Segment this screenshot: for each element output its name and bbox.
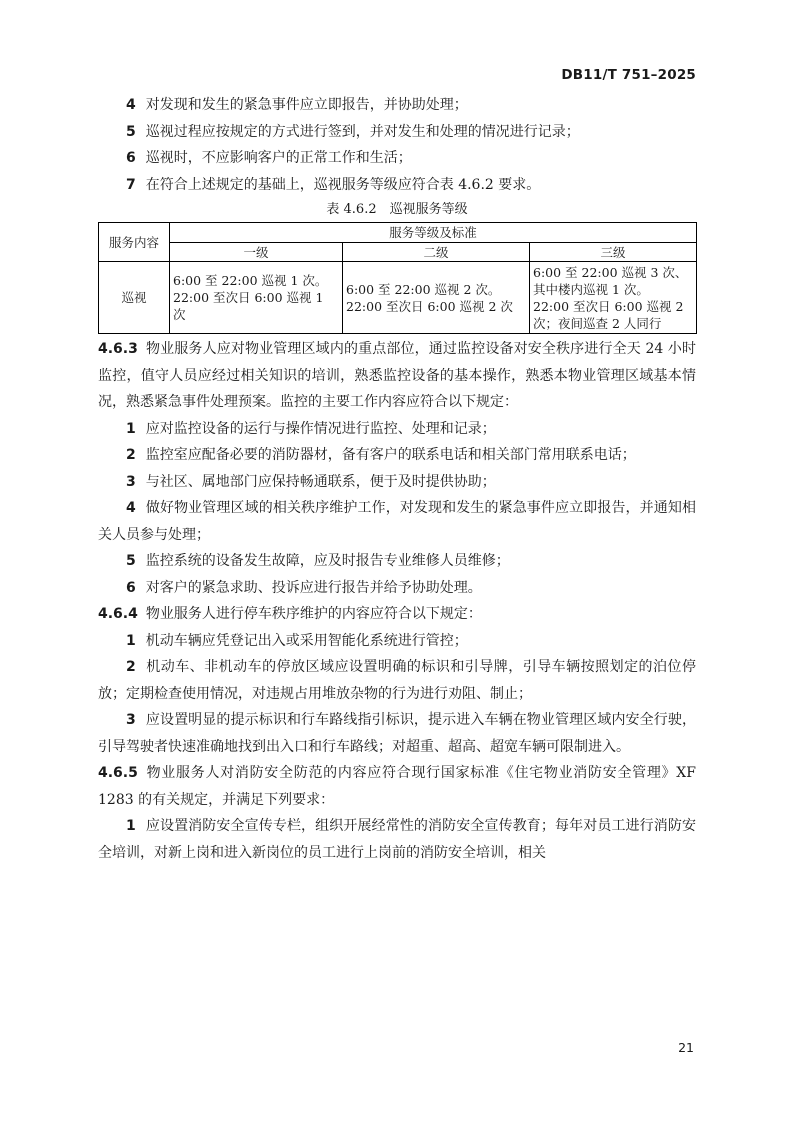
patrol-level-table: [98, 222, 697, 334]
list-item: 4 做好物业管理区域的相关秩序维护工作，对发现和发生的紧急事件应立即报告，并通知相关人员参与处理；: [98, 500, 696, 543]
document-code: DB11/T 751–2025: [561, 67, 696, 83]
table-header-level-3: 三级: [530, 243, 697, 262]
list-item: 5 监控系统的设备发生故障，应及时报告专业维修人员维修；: [126, 553, 510, 569]
page-body: [98, 92, 696, 866]
list-item: 6 巡视时，不应影响客户的正常工作和生活；: [126, 150, 412, 166]
list-item: 3 应设置明显的提示标识和行车路线指引标识，提示进入车辆在物业管理区域内安全行驶，引导驾驶者快速准确地找到出入口和行车路线；对超重、超高、超宽车辆可限制进入。: [98, 712, 696, 755]
list-item: 4 对发现和发生的紧急事件应立即报告，并协助处理；: [126, 97, 468, 113]
list-item: 2 机动车、非机动车的停放区域应设置明确的标识和引导牌，引导车辆按照划定的泊位停放；定期检查使用情况，对违规占用堆放杂物的行为进行劝阻、制止；: [98, 659, 696, 702]
list-item: 7 在符合上述规定的基础上，巡视服务等级应符合表 4.6.2 要求。: [126, 176, 541, 193]
list-item: 2 监控室应配备必要的消防器材，备有客户的联系电话和相关部门常用联系电话；: [126, 447, 636, 463]
list-item: 3 与社区、属地部门应保持畅通联系，便于及时提供协助；: [126, 473, 496, 490]
table-header-service: 服务内容: [99, 223, 170, 262]
table-cell: 6:00 至 22:00 巡视 3 次、其中楼内巡视 1 次。 22:00 至次日 6:00 巡视 2 次；夜间巡查 2 人同行: [530, 262, 697, 334]
clause-4-6-4: 4.6.4 物业服务人进行停车秩序维护的内容应符合以下规定：: [98, 606, 482, 622]
table-row-label: 巡视: [99, 262, 170, 334]
table-cell: 6:00 至 22:00 巡视 2 次。 22:00 至次日 6:00 巡视 2 次: [343, 262, 530, 334]
list-item: 1 应对监控设备的运行与操作情况进行监控、处理和记录；: [126, 420, 496, 437]
clause-4-6-3: 4.6.3 物业服务人应对物业管理区域内的重点部位，通过监控设备对安全秩序进行全天 24 小时监控，值守人员应经过相关知识的培训，熟悉监控设备的基本操作，熟悉本物业管理区域基本情况，熟悉紧急事件处理预案。监控的主要工作内容应符合以下规定：: [98, 341, 696, 410]
table-header-level-2: 二级: [343, 243, 530, 262]
list-item: 1 应设置消防安全宣传专栏，组织开展经常性的消防安全宣传教育；每年对员工进行消防安全培训，对新上岗和进入新岗位的员工进行上岗前的消防安全培训，相关: [98, 818, 696, 861]
list-item: 6 对客户的紧急求助、投诉应进行报告并给予协助处理。: [126, 579, 482, 596]
page-number: 21: [678, 1040, 694, 1055]
table-caption: 表 4.6.2 巡视服务等级: [326, 202, 468, 217]
list-item: 5 巡视过程应按规定的方式进行签到，并对发生和处理的情况进行记录；: [126, 123, 580, 140]
table-cell: 6:00 至 22:00 巡视 1 次。 22:00 至次日 6:00 巡视 1 次: [170, 262, 343, 334]
clause-4-6-5: 4.6.5 物业服务人对消防安全防范的内容应符合现行国家标准《住宅物业消防安全管理》XF 1283 的有关规定，并满足下列要求：: [98, 765, 696, 808]
table-header-group: 服务等级及标准: [170, 223, 697, 243]
list-item: 1 机动车辆应凭登记出入或采用智能化系统进行管控；: [126, 632, 468, 649]
table-header-level-1: 一级: [170, 243, 343, 262]
